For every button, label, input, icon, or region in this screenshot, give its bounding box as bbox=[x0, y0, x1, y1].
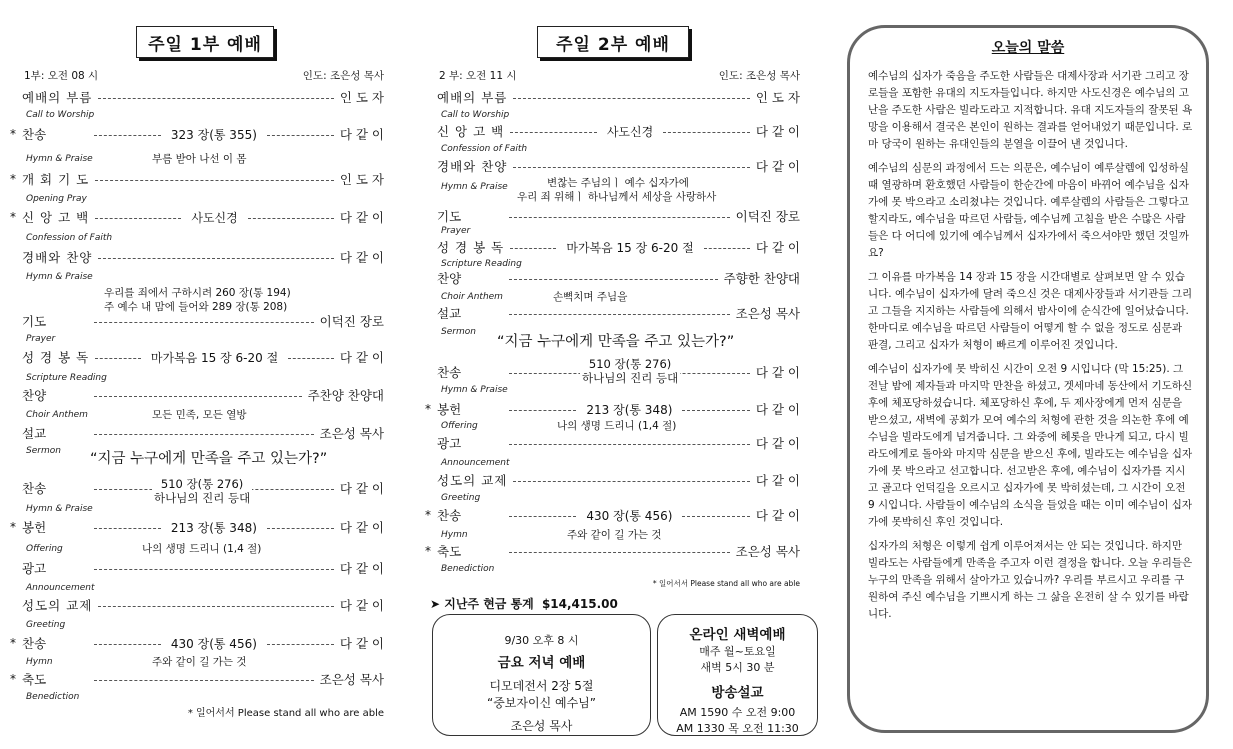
service2-leader: 인도: 조은성 목사 bbox=[718, 70, 800, 82]
order-hymn3: * 찬송 430 장(통 456) 다 같 이 bbox=[10, 636, 384, 651]
order-greeting: 성도의 교제 다 같 이 bbox=[22, 598, 384, 613]
standing-mark: * bbox=[425, 508, 431, 522]
order-prayer: 기도 이덕진 장로 bbox=[22, 314, 384, 329]
message-paragraph: 예수님의 십자가 죽음을 주도한 사람들은 대제사장과 서기관 그리고 장로들을 포함한 유대의 지도자들입니다. 하지만 사도신경은 예수님의 고난을 주도한 사람은 빌라도라고 지적합니다. 유대 지도자들의 잘못된 욕망을 이용해서 결국은 본인이 원하는 결과를 얻어내었기 때문입니다. 로마 당국이 원하는 유대인들의 분열을 이끌어 낸 것입니다. bbox=[868, 70, 1193, 150]
eng-label: Scripture Reading bbox=[26, 373, 107, 383]
order-call: 예배의 부름 인 도 자 bbox=[22, 90, 384, 105]
friday-date: 9/30 오후 8 시 bbox=[504, 634, 579, 647]
message-title: 오늘의 말씀 bbox=[991, 40, 1065, 56]
arrow-icon: ➤ bbox=[430, 597, 441, 611]
standing-mark: * bbox=[10, 520, 16, 534]
service2-title: 주일 2부 예배 bbox=[537, 26, 689, 58]
eng-label: Hymn bbox=[26, 657, 53, 667]
service1-meta bbox=[22, 68, 384, 82]
order-anthem: 찬양 주찬양 찬양대 bbox=[22, 388, 384, 403]
eng-label: Scripture Reading bbox=[441, 259, 522, 269]
friday-speaker: 조은성 목사 bbox=[510, 719, 573, 733]
order-prayer: 기도 이덕진 장로 bbox=[437, 209, 800, 224]
eng-label: Offering bbox=[26, 544, 63, 554]
offering-title: 나의 생명 드리니 (1,4 절) bbox=[142, 543, 262, 555]
order-confession: 신 앙 고 백 사도신경 다 같 이 bbox=[437, 124, 801, 139]
order-praise: 경배와 찬양 다 같 이 bbox=[22, 250, 384, 265]
eng-label: Call to Worship bbox=[441, 110, 510, 120]
message-paragraph: 예수님의 심문의 과정에서 드는 의문은, 예수님이 예루살렘에 입성하실 때 열광하며 환호했던 사람들이 한순간에 마음이 바뀌어 예수님을 십자가에 못 박으라고 소리쳤냐는 것입니다. 예루살렘의 사람들은 그렇다고 할지라도, 예수님을 따르던 사람들, 예수님께 고침을 받은 수많은 사람들은 다 어디에 있기에 예수님께서 십자가에서 죽으셔야만 했던 것일까요? bbox=[868, 162, 1189, 259]
standing-mark: * bbox=[425, 402, 431, 416]
eng-label: Choir Anthem bbox=[441, 292, 503, 302]
standing-mark: * bbox=[10, 672, 16, 686]
message-paragraph: 십자가의 처형은 이렇게 쉽게 이루어져서는 안 되는 것입니다. 하지만 빌라도는 사람들에게 만족을 주고자 이런 결정을 합니다. 오늘 우리들은 누구의 만족을 위해서 살아가고 있습니까? 우리를 부르시고 우리를 구원하여 주신 예수님을 기쁘시게 하는 그 삶을 온전히 살 수 있기를 바랍니다. bbox=[868, 540, 1193, 620]
eng-label: Sermon bbox=[26, 446, 61, 456]
eng-label: Hymn & Praise bbox=[26, 272, 93, 282]
dawn-time: 새벽 5시 30 분 bbox=[700, 661, 775, 674]
eng-label: Greeting bbox=[441, 493, 481, 503]
sermon-title: “지금 누구에게 만족을 주고 있는가?” bbox=[497, 334, 735, 350]
order-confession: * 신 앙 고 백 사도신경 다 같 이 bbox=[10, 210, 385, 225]
hymn2-title: 510 장(통 276) 하나님의 진리 등대 bbox=[582, 357, 679, 385]
order-call: 예배의 부름 인 도 자 bbox=[437, 90, 800, 105]
radio-schedule: AM 1330 목 오전 11:30 bbox=[676, 722, 799, 735]
stand-note: * 일어서서 Please stand all who are able bbox=[187, 708, 384, 719]
eng-label: Announcement bbox=[26, 583, 95, 593]
order-benediction: * 축도 조은성 목사 bbox=[425, 544, 800, 559]
eng-label: Hymn & Praise bbox=[441, 182, 508, 192]
eng-label: Prayer bbox=[441, 226, 471, 236]
standing-mark: * bbox=[10, 172, 16, 186]
dawn-days: 매주 월~토요일 bbox=[699, 645, 776, 658]
friday-title: 금요 저녁 예배 bbox=[497, 655, 586, 671]
standing-mark: * bbox=[425, 544, 431, 558]
standing-mark: * bbox=[10, 210, 16, 224]
standing-mark: * bbox=[10, 127, 16, 141]
order-scripture: 성 경 봉 독 마가복음 15 장 6-20 절 다 같 이 bbox=[437, 240, 800, 255]
order-sermon: 설교 조은성 목사 bbox=[22, 426, 384, 441]
anthem-title: 손뼉치며 주님을 bbox=[553, 291, 628, 303]
sermon-title: “지금 누구에게 만족을 주고 있는가?” bbox=[90, 451, 328, 467]
dawn-title: 온라인 새벽예배 bbox=[689, 627, 786, 643]
order-scripture: 성 경 봉 독 마가복음 15 장 6-20 절 다 같 이 bbox=[22, 350, 384, 365]
eng-label: Hymn & Praise bbox=[441, 385, 508, 395]
order-announce: 광고 다 같 이 bbox=[22, 561, 384, 576]
eng-label: Hymn bbox=[441, 530, 468, 540]
order-opening: * 개 회 기 도 인 도 자 bbox=[10, 172, 384, 187]
hymn3-title: 주와 같이 길 가는 것 bbox=[567, 529, 662, 541]
order-hymn1: * 찬송 323 장(통 355) 다 같 이 bbox=[10, 127, 384, 142]
dawn-service-box bbox=[657, 614, 818, 736]
praise-song: 우리를 죄에서 구하시려 260 장(통 194) bbox=[104, 287, 291, 299]
hymn-title: 부름 받아 나선 이 몸 bbox=[152, 153, 247, 165]
eng-label: Prayer bbox=[26, 334, 56, 344]
friday-passage: 디모데전서 2장 5절 bbox=[489, 679, 594, 693]
eng-label: Greeting bbox=[26, 620, 66, 630]
hymn2-title: 510 장(통 276) 하나님의 진리 등대 bbox=[154, 477, 251, 505]
order-anthem: 찬양 주향한 찬양대 bbox=[437, 271, 800, 286]
service1-title: 주일 1부 예배 bbox=[136, 26, 274, 58]
praise-song: 주 예수 내 맘에 들어와 289 장(통 208) bbox=[104, 301, 288, 313]
service2-meta bbox=[437, 68, 800, 82]
order-announce: 광고 다 같 이 bbox=[437, 436, 800, 451]
order-hymn2: 찬송 다 같 이 bbox=[437, 365, 800, 380]
service1-time: 1부: 오전 08 시 bbox=[24, 70, 99, 82]
eng-label: Call to Worship bbox=[26, 110, 95, 120]
anthem-title: 모든 민족, 모든 열방 bbox=[152, 409, 247, 421]
stats-amount: $14,415.00 bbox=[541, 597, 618, 611]
order-offering: * 봉헌 213 장(통 348) 다 같 이 bbox=[10, 520, 384, 535]
message-paragraph: 그 이유를 마가복음 14 장과 15 장을 시간대별로 살펴보면 알 수 있습니다. 예수님이 십자가에 달려 죽으신 것은 대제사장들과 서기관들 그리고 그들을 지지하는 사람들에 의해서 밤사이에 순식간에 일어났습니다. 한마디로 예수님을 따르던 사람들이 어떻게 할 수 없을 정도로 심문과 판결, 그리고 십자가 처형이 빠르게 이루어진 것입니다. bbox=[868, 271, 1193, 351]
message-body bbox=[868, 68, 1194, 630]
eng-label: Offering bbox=[441, 421, 478, 431]
todays-message-panel bbox=[847, 25, 1209, 733]
praise-song: 변찮는 주님의ㅣ 예수 십자가에 bbox=[547, 177, 689, 189]
service2-time: 2 부: 오전 11 시 bbox=[439, 70, 517, 82]
order-offering: * 봉헌 213 장(통 348) 다 같 이 bbox=[425, 402, 800, 417]
friday-service-box bbox=[432, 614, 651, 736]
eng-label: Hymn & Praise bbox=[26, 504, 93, 514]
eng-label: Benediction bbox=[26, 692, 80, 702]
eng-label: Opening Pray bbox=[26, 194, 87, 204]
praise-song: 우리 죄 위해ㅣ 하나님께서 세상을 사랑하사 bbox=[517, 191, 717, 203]
friday-subject: “중보자이신 예수님” bbox=[487, 696, 596, 710]
eng-label: Sermon bbox=[441, 327, 476, 337]
standing-mark: * bbox=[10, 636, 16, 650]
eng-label: Choir Anthem bbox=[26, 410, 88, 420]
broadcast-title: 방송설교 bbox=[711, 685, 764, 701]
eng-label: Announcement bbox=[441, 458, 510, 468]
eng-label: Confession of Faith bbox=[26, 233, 113, 243]
order-hymn3: * 찬송 430 장(통 456) 다 같 이 bbox=[425, 508, 800, 523]
eng-label: Hymn & Praise bbox=[26, 154, 93, 164]
message-paragraph: 예수님이 십자가에 못 박히신 시간이 오전 9 시입니다 (막 15:25). 그 전날 밤에 제자들과 마지막 만찬을 하셨고, 겟세마네 동산에서 기도하신 후에 체포당하셨습니다. 체포당하신 후에, 두 제사장에게 먼저 심문을 받으셨고, 새벽에 공회가 모여 예수의 처형에 관한 것을 의논한 후에 예수님을 빌라도에게 넘겨줍니다. 그 와중에 헤롯을 만나게 되고, 다시 빌라도에게로 돌아와 마지막 심문을 받으신 후에, 빌라도는 예수님을 십자가에 못 박으라고 선고합니다. 선고받은 후에, 예수님이 십자가를 지시고 골고다 언덕길을 오르시고 십자가에 못 박히셨는데, 그 시간이 오전 9 시입니다. 사람들이 예수님의 소식을 들었을 때는 이미 예수님이 십자가에 못박히신 후인 것입니다. bbox=[868, 363, 1193, 528]
stand-note: * 일어서서 Please stand all who are able bbox=[652, 579, 800, 588]
offering-stats bbox=[430, 595, 618, 612]
radio-schedule: AM 1590 수 오전 9:00 bbox=[679, 706, 796, 719]
order-benediction: * 축도 조은성 목사 bbox=[10, 672, 384, 687]
order-praise: 경배와 찬양 다 같 이 bbox=[437, 159, 800, 174]
eng-label: Benediction bbox=[441, 564, 495, 574]
order-greeting: 성도의 교제 다 같 이 bbox=[437, 473, 800, 488]
offering-title: 나의 생명 드리니 (1,4 절) bbox=[557, 420, 677, 432]
hymn3-title: 주와 같이 길 가는 것 bbox=[152, 656, 247, 668]
stats-label: 지난주 현금 통계 bbox=[444, 597, 534, 611]
order-sermon: 설교 조은성 목사 bbox=[437, 306, 800, 321]
eng-label: Confession of Faith bbox=[441, 144, 528, 154]
service1-leader: 인도: 조은성 목사 bbox=[302, 70, 384, 82]
order-hymn2: 찬송 다 같 이 bbox=[22, 481, 384, 496]
